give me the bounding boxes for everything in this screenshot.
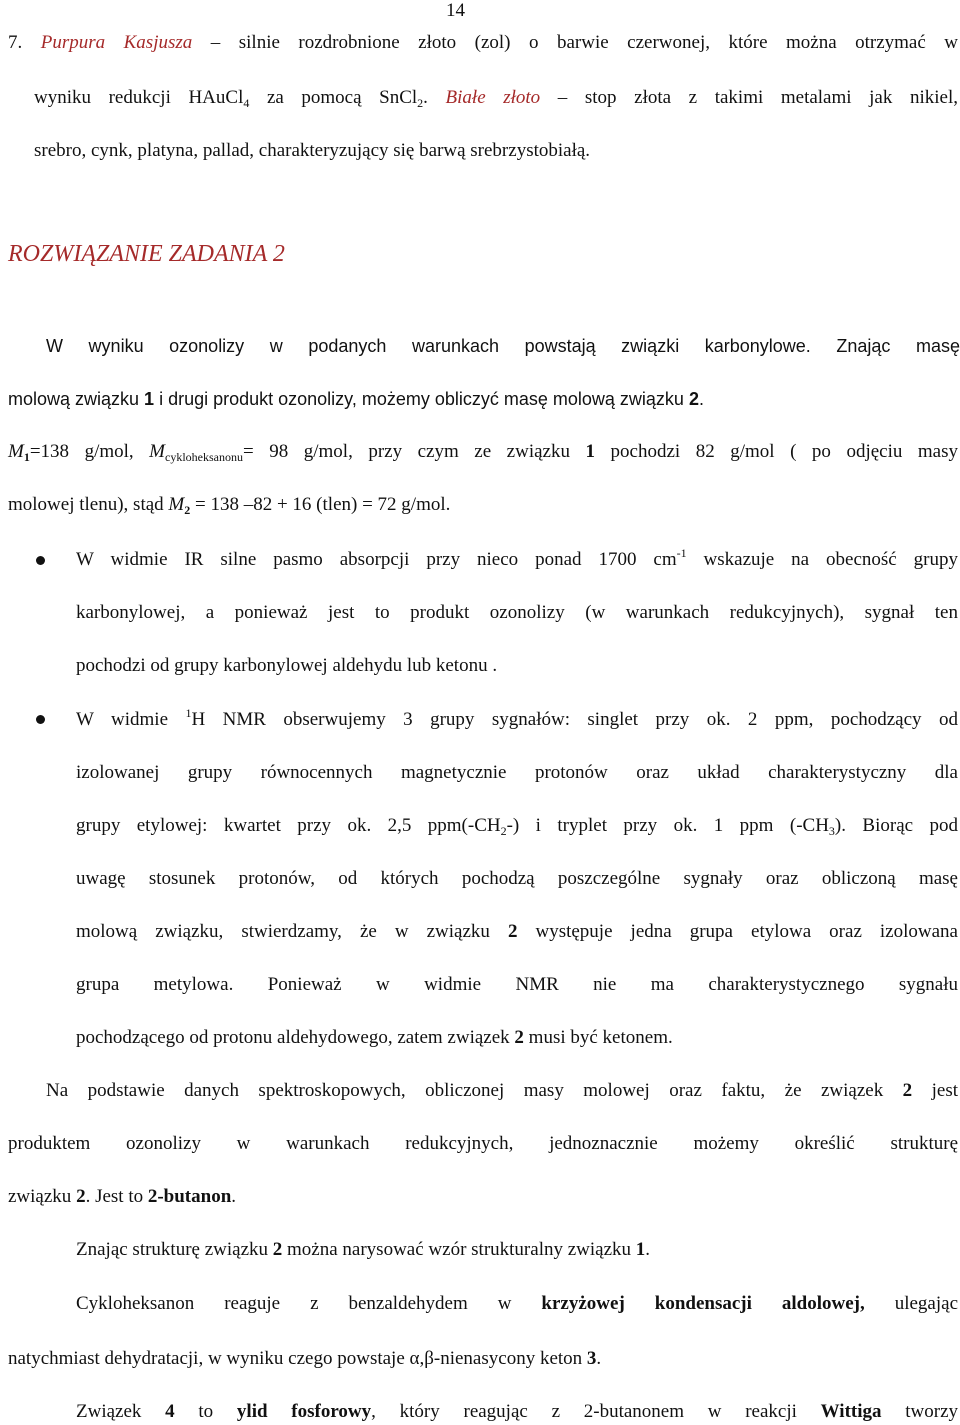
p2-line1: $M_1=138$ g/mol, $M_{cykloheksanonu}= 98$ g/mol, przy czym ze związku 1 pochodzi 82 g/mol ( po odjęciu masy (8, 441, 958, 464)
bullet-1 (36, 556, 45, 565)
bullet1-line2: karbonylowej, a ponieważ jest to produkt ozonolizy (w warunkach redukcyjnych), sygnał ten (76, 602, 958, 623)
term-purpura: Purpura Kasjusza (40, 32, 193, 53)
item7-line2: wyniku redukcji HAuCl$_4$ za pomocą SnCl$_2$. Białe złoto – stop złota z takimi metalami jak nikiel, (34, 87, 958, 110)
bullet2-line1: W widmie $^1$H NMR obserwujemy 3 grupy sygnałów: singlet przy ok. 2 ppm, pochodzący od (76, 706, 958, 730)
item7-line1: 7. Purpura Kasjusza – silnie rozdrobnione złoto (zol) o barwie czerwonej, które można otrzymać w (8, 32, 959, 53)
term-biale-zloto: Białe złoto (445, 87, 541, 108)
p1-line2: molową związku 1 i drugi produkt ozonolizy, możemy obliczyć masę molową związku 2. (8, 389, 704, 409)
page-number: 14 (446, 0, 465, 21)
item-number: 7. (8, 32, 23, 53)
bullet2-line7: pochodzącego od protonu aldehydowego, zatem związek 2 musi być ketonem. (76, 1027, 673, 1048)
bullet-2 (36, 715, 45, 724)
bullet1-line3: pochodzi od grupy karbonylowej aldehydu lub ketonu . (76, 655, 498, 676)
section-heading: ROZWIĄZANIE ZADANIA 2 (8, 241, 285, 267)
p1-line1: W wyniku ozonolizy w podanych warunkach powstają związki karbonylowe. Znając masę (46, 336, 960, 356)
bullet2-line3: grupy etylowej: kwartet przy ok. 2,5 $ppm(-CH_2-)$ i tryplet przy ok. 1 ppm $(-CH_3)$. Biorąc pod (76, 815, 958, 838)
bullet2-line5: molową związku, stwierdzamy, że w związku 2 występuje jedna grupa etylowa oraz izolowana (76, 921, 958, 942)
bullet2-line4: uwagę stosunek protonów, od których pochodzą poszczególne sygnały oraz obliczoną masę (76, 868, 958, 889)
bullet2-line6: grupa metylowa. Ponieważ w widmie NMR nie ma charakterystycznego sygnału (76, 974, 958, 995)
p5-line1: Cykloheksanon reaguje z benzaldehydem w krzyżowej kondensacji aldolowej, ulegając (76, 1293, 959, 1314)
item7-line3: srebro, cynk, platyna, pallad, charakteryzujący się barwą srebrzystobiałą. (34, 140, 591, 161)
p6-line: Związek 4 to ylid fosforowy, który reagując z 2-butanonem w reakcji Wittiga tworzy (76, 1401, 959, 1422)
p2-line2: molowej tlenu), stąd $M_2 = 138$ –82 + 16 (tlen) = 72 g/mol. (8, 494, 451, 517)
p3-line3: związku 2. Jest to 2-butanon. (8, 1186, 237, 1207)
p3-line2: produktem ozonolizy w warunkach redukcyjnych, jednoznacznie możemy określić strukturę (8, 1133, 958, 1154)
p4-line: Znając strukturę związku 2 można narysować wzór strukturalny związku 1. (76, 1239, 651, 1260)
bullet2-line2: izolowanej grupy równocennych magnetycznie protonów oraz układ charakterystyczny dla (76, 762, 958, 783)
p3-line1: Na podstawie danych spektroskopowych, obliczonej masy molowej oraz faktu, że związek 2 jest (46, 1080, 958, 1101)
bullet1-line1: W widmie IR silne pasmo absorpcji przy nieco ponad 1700 $cm^{-1}$ wskazuje na obecność grupy (76, 546, 958, 570)
p5-line2: natychmiast dehydratacji, w wyniku czego powstaje α,β-nienasycony keton 3. (8, 1348, 602, 1369)
